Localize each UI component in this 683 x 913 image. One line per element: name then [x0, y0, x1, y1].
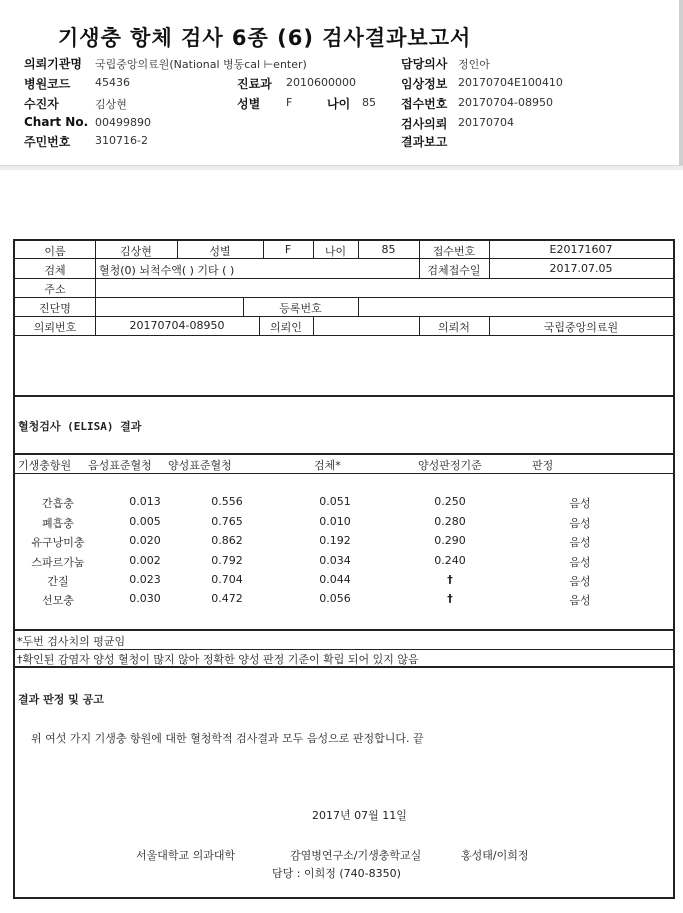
positive-cell: 0.792	[211, 554, 243, 567]
cutoff-cell: †	[447, 592, 453, 605]
receipt-value: E20171607	[549, 243, 613, 256]
verdict-cell: 음성	[569, 536, 591, 549]
conclusion-text: 위 여섯 가지 기생충 항원에 대한 혈청학적 검사결과 모두 음성으로 판정합니다. 끝	[31, 732, 424, 745]
negative-cell: 0.005	[129, 515, 161, 528]
cutoff-cell: 0.290	[434, 534, 466, 547]
positive-cell: 0.765	[211, 515, 243, 528]
hospital-code-value: 45436	[95, 76, 130, 89]
header-sample: 검체*	[314, 459, 341, 472]
positive-cell: 0.704	[211, 573, 243, 586]
receipt-no-label: 접수번호	[401, 97, 448, 111]
dept-label: 진료과	[237, 77, 272, 91]
sample-cell: 0.010	[319, 515, 351, 528]
name-value: 김상현	[120, 245, 152, 258]
cutoff-cell: 0.240	[434, 554, 466, 567]
header-positive-serum: 양성표준혈청	[168, 459, 232, 472]
clinical-info-value: 20170704E100410	[458, 76, 563, 89]
specimen-value: 혈청(0) 뇌척수액( ) 기타 ( )	[99, 264, 235, 277]
sample-cell: 0.192	[319, 534, 351, 547]
specimen-date-value: 2017.07.05	[549, 262, 613, 275]
positive-cell: 0.556	[211, 495, 243, 508]
negative-cell: 0.002	[129, 554, 161, 567]
sample-cell: 0.044	[319, 573, 351, 586]
institution-label: 의뢰기관명	[24, 57, 82, 71]
header-cutoff: 양성판정기준	[418, 459, 482, 472]
antigen-cell: 간질	[47, 575, 69, 588]
antigen-cell: 폐흡충	[42, 517, 74, 530]
note-average: *두번 검사치의 평균임	[17, 635, 126, 648]
negative-cell: 0.020	[129, 534, 161, 547]
org-signatories: 홍성태/이희정	[461, 849, 529, 862]
verdict-cell: 음성	[569, 556, 591, 569]
resident-no-value: 310716-2	[95, 134, 148, 147]
clinical-info-label: 임상정보	[401, 77, 448, 91]
verdict-cell: 음성	[569, 517, 591, 530]
specimen-date-label: 검체접수일	[427, 264, 481, 277]
age-label: 나이	[327, 97, 351, 111]
report-date: 2017년 07월 11일	[312, 809, 407, 822]
report-title: 기생충 항체 검사 6종 (6) 검사결과보고서	[58, 26, 472, 50]
positive-cell: 0.472	[211, 592, 243, 605]
institution-value: 국립중앙의료원(National 병동cal ⊢enter)	[95, 58, 307, 71]
contact-info: 담당 : 이희정 (740-8350)	[272, 867, 401, 880]
receipt-no-value: 20170704-08950	[458, 96, 553, 109]
hospital-code-label: 병원코드	[24, 77, 71, 91]
test-request-value: 20170704	[458, 116, 514, 129]
doctor-value: 정인아	[458, 58, 490, 71]
sample-cell: 0.034	[319, 554, 351, 567]
specimen-label: 검체	[44, 264, 66, 277]
verdict-cell: 음성	[569, 575, 591, 588]
chart-no-label: Chart No.	[24, 115, 89, 129]
header-antigen: 기생충항원	[18, 459, 72, 472]
sample-cell: 0.051	[319, 495, 351, 508]
sex-label: 성별	[237, 97, 261, 111]
cutoff-cell: 0.250	[434, 495, 466, 508]
note-cutoff: †확인된 감염자 양성 혈청이 많지 않아 정확한 양성 판정 기준이 확립 되어 있지 않음	[17, 653, 419, 666]
negative-cell: 0.023	[129, 573, 161, 586]
doctor-label: 담당의사	[401, 57, 448, 71]
age-value: 85	[362, 96, 376, 109]
resident-no-label: 주민번호	[24, 135, 71, 149]
patient-value: 김상현	[95, 98, 127, 111]
sex-label: 성별	[209, 245, 231, 258]
request-place-label: 의뢰처	[438, 321, 470, 334]
result-form	[13, 239, 675, 899]
age-label: 나이	[324, 245, 347, 258]
age-value: 85	[381, 243, 396, 256]
chart-no-value: 00499890	[95, 116, 151, 129]
org-university: 서울대학교 의과대학	[136, 849, 236, 862]
reg-no-label: 등록번호	[279, 302, 322, 315]
antigen-cell: 스파르가눔	[31, 556, 85, 569]
patient-label: 수진자	[24, 97, 59, 111]
section-divider	[0, 166, 683, 170]
name-label: 이름	[44, 245, 66, 258]
requester-label: 의뢰인	[270, 321, 302, 334]
dept-value: 2010600000	[286, 76, 356, 89]
cutoff-cell: 0.280	[434, 515, 466, 528]
header-verdict: 판정	[532, 459, 554, 472]
request-no-label: 의뢰번호	[33, 321, 77, 334]
sample-cell: 0.056	[319, 592, 351, 605]
negative-cell: 0.013	[129, 495, 161, 508]
report-header	[0, 0, 683, 166]
sex-value: F	[286, 96, 293, 109]
cutoff-cell: †	[447, 573, 453, 586]
result-report-label: 결과보고	[401, 135, 448, 149]
positive-cell: 0.862	[211, 534, 243, 547]
request-no-value: 20170704-08950	[129, 319, 225, 332]
sex-value: F	[284, 243, 292, 256]
test-request-label: 검사의뢰	[401, 117, 448, 131]
conclusion-title: 결과 판정 및 공고	[18, 693, 104, 706]
negative-cell: 0.030	[129, 592, 161, 605]
request-place-value: 국립중앙의료원	[543, 321, 619, 334]
scrollbar[interactable]	[679, 0, 683, 165]
antigen-cell: 선모충	[42, 594, 74, 607]
address-label: 주소	[44, 283, 66, 296]
verdict-cell: 음성	[569, 594, 591, 607]
receipt-label: 접수번호	[432, 245, 476, 258]
antigen-cell: 간흡충	[42, 497, 74, 510]
header-negative-serum: 음성표준혈청	[88, 459, 152, 472]
org-department: 감염병연구소/기생충학교실	[290, 849, 422, 862]
elisa-title: 혈청검사 (ELISA) 결과	[18, 420, 142, 433]
diagnosis-label: 진단명	[39, 302, 71, 315]
verdict-cell: 음성	[569, 497, 591, 510]
antigen-cell: 유구낭미충	[31, 536, 85, 549]
